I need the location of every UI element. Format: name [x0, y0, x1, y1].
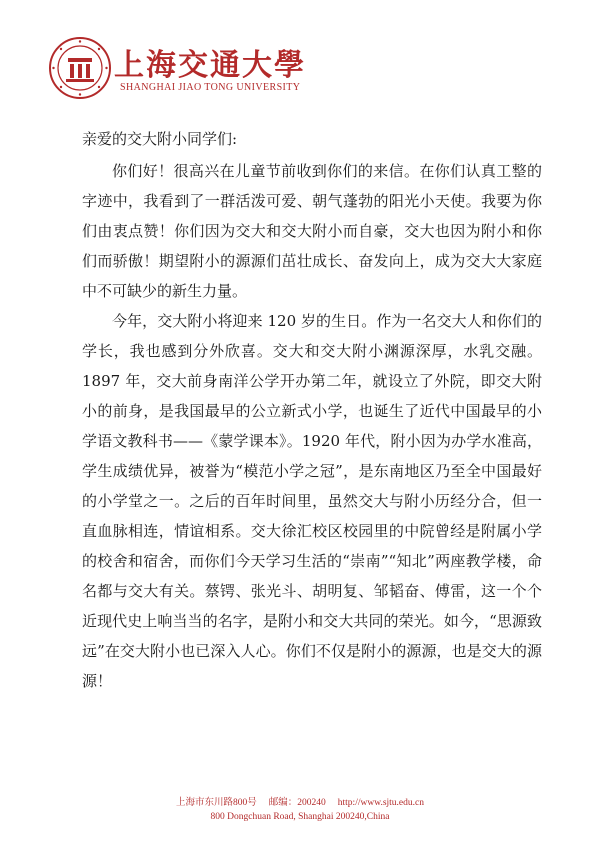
letterhead	[48, 36, 308, 102]
university-name-cn: 上海交通大學	[114, 48, 306, 83]
footer	[0, 796, 600, 824]
footer-address-cn: 上海市东川路800号	[176, 798, 257, 808]
footer-address-en: 800 Dongchuan Road, Shanghai 200240,China	[210, 812, 390, 822]
letter-body	[82, 124, 542, 696]
sjtu-seal-icon	[48, 36, 112, 100]
salutation: 亲爱的交大附小同学们:	[82, 130, 238, 148]
paragraph-greeting: 你们好！很高兴在儿童节前收到你们的来信。在你们认真工整的字迹中，我看到了一群活泼可爱、朝气蓬勃的阳光小天使。我要为你们由衷点赞！你们因为交大和交大附小而自豪，交大也因为附小和你们而骄傲！期望附小的源源们茁壮成长、奋发向上，成为交大大家庭中不可缺少的新生力量。	[82, 162, 542, 300]
university-name-en: SHANGHAI JIAO TONG UNIVERSITY	[120, 82, 301, 93]
footer-website-link[interactable]: http://www.sjtu.edu.cn	[337, 798, 424, 808]
footer-contact-line	[0, 796, 600, 810]
footer-postcode: 邮编：200240	[268, 798, 326, 808]
paragraph-anniversary: 今年，交大附小将迎来 120 岁的生日。作为一名交大人和你们的学长，我也感到分外欣喜。交大和交大附小渊源深厚，水乳交融。1897 年，交大前身南洋公学开办第二年，就设立了外院，即交大附小的前身，是我国最早的公立新式小学，也诞生了近代中国最早的小学语文教科书——《蒙学课本》。1920 年代，附小因为办学水准高，学生成绩优异，被誉为“模范小学之冠”，是东南地区乃至全中国最好的小学堂之一。之后的百年时间里，虽然交大与附小历经分合，但一直血脉相连，情谊相系。交大徐汇校区校园里的中院曾经是附属小学的校舍和宿舍，而你们今天学习生活的“崇南”“知北”两座教学楼，命名都与交大有关。蔡锷、张光斗、胡明复、邹韬奋、傅雷，这一个个近现代史上响当当的名字，是附小和交大共同的荣光。如今，“思源致远”在交大附小也已深入人心。你们不仅是附小的源源，也是交大的源源！	[82, 312, 542, 690]
